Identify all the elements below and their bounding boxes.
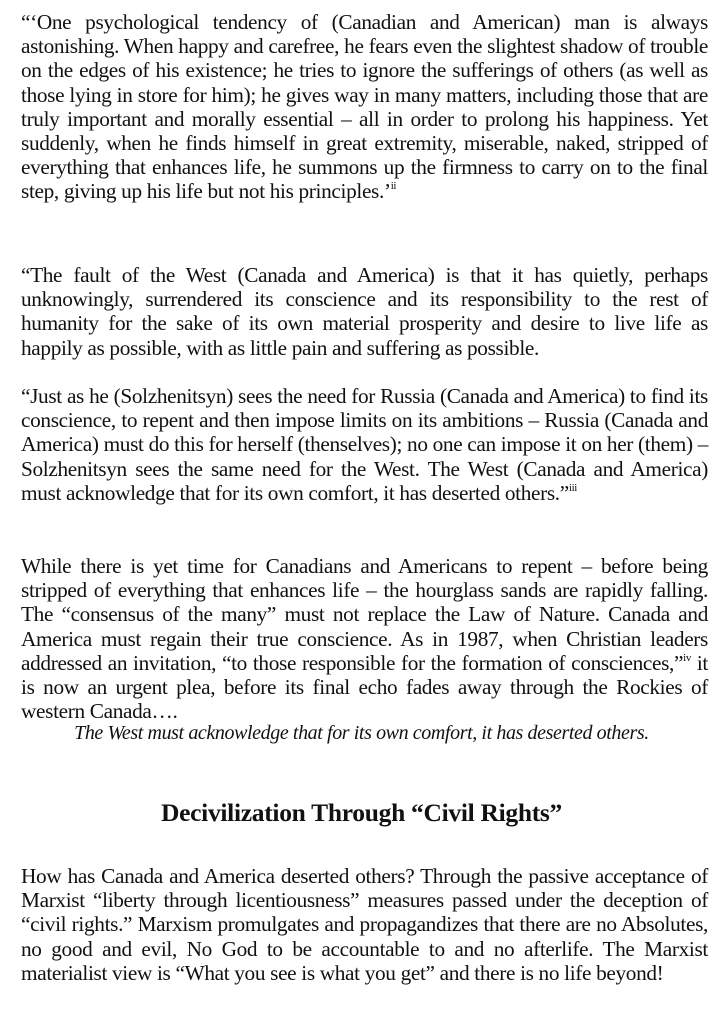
quote-paragraph-3 — [21, 384, 708, 505]
quote-paragraph-3-text: “Just as he (Solzhenitsyn) sees the need for Russia (Canada and America) to find its conscience, to repent and then impose limits on its ambitions – Russia (Canada and America) must do this for herself (thenselves); no one can impose it on her (them) – Solzhenitsyn sees the same need for the West. The West (Canada and America) must acknowledge that for its own comfort, it has deserted others.” — [21, 384, 708, 505]
body-paragraph-repent — [21, 554, 708, 723]
body-paragraph-repent-text-after: it is now an urgent plea, before its final echo fades away through the Rockies of western Canada…. — [21, 650, 708, 724]
section-heading: Decivilization Through “Civil Rights” — [161, 798, 562, 827]
footnote-ref-iii[interactable]: iii — [568, 481, 577, 494]
body-paragraph-repent-text-before: While there is yet time for Canadians and Americans to repent – before being stripped of everything that enhances life – the hourglass sands are rapidly falling. The “consensus of the many” must not replace the Law of Nature. Canada and America must regain their true conscience. As in 1987, when Christian leaders addressed an invitation, “to those responsible for the formation of consciences,” — [21, 554, 708, 675]
quote-paragraph-1-text: “‘One psychological tendency of (Canadian and American) man is always astonishing. When happy and carefree, he fears even the slightest shadow of trouble on the edges of his existence; he tries to ignore the sufferings of others (as well as those lying in store for him); he gives way in many matters, including those that are truly important and morally essential – all in order to prolong his happiness. Yet suddenly, when he finds himself in great extremity, miserable, naked, stripped of everything that enhances life, he summons up the firmness to carry on to the final step, giving up his life but not his principles.’ — [21, 10, 708, 204]
quote-paragraph-1 — [21, 10, 708, 204]
footnote-ref-iv[interactable]: iv — [683, 651, 691, 664]
section-paragraph — [21, 864, 708, 985]
section-paragraph-text: How has Canada and America deserted others? Through the passive acceptance of Marxist “liberty through licentiousness” measures passed under the deception of “civil rights.” Marxism promulgates and propagandizes that there are no Absolutes, no good and evil, No God to be accountable to and no afterlife. The Marxist materialist view is “What you see is what you get” and there is no life beyond! — [21, 864, 708, 985]
quote-paragraph-2-text: “The fault of the West (Canada and America) is that it has quietly, perhaps unknowingly, surrendered its conscience and its responsibility to the rest of humanity for the sake of its own material prosperity and desire to live life as happily as possible, with as little pain and suffering as possible. — [21, 263, 708, 360]
quote-paragraph-2 — [21, 263, 708, 360]
pull-quote: The West must acknowledge that for its own comfort, it has deserted others. — [74, 722, 649, 744]
footnote-ref-ii[interactable]: ii — [390, 180, 397, 193]
